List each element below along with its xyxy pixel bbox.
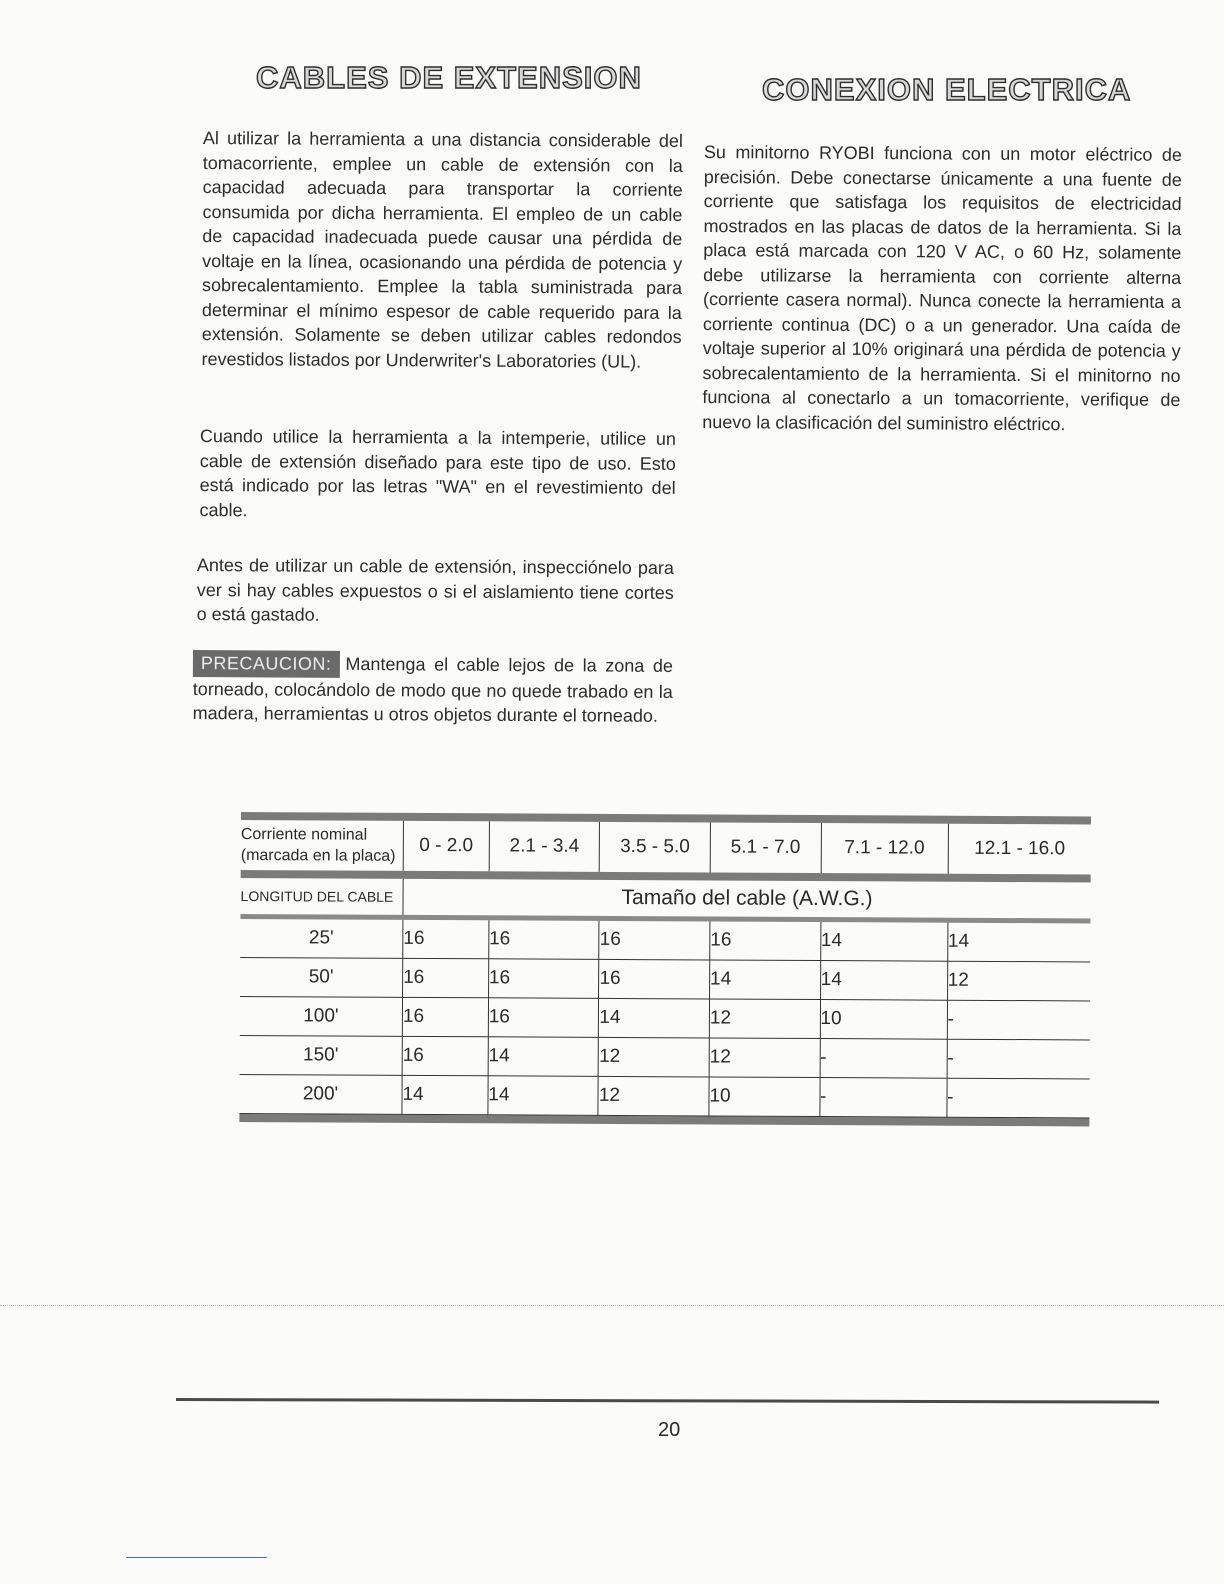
- awg-cell: 14: [820, 922, 947, 961]
- awg-cell: 16: [599, 959, 710, 999]
- table-row: [240, 919, 1090, 962]
- table-row: [240, 996, 1090, 1039]
- table-row: [240, 1035, 1090, 1078]
- awg-cell: 14: [820, 961, 947, 1001]
- awg-cell: 16: [488, 998, 599, 1038]
- table-subheader-row: [240, 878, 1090, 918]
- awg-cell: 14: [709, 960, 820, 1000]
- range-header: 2.1 - 3.4: [489, 821, 600, 872]
- awg-label: Tamaño del cable (A.W.G.): [621, 885, 873, 911]
- caution-text: Mantenga el cable lejos de la zona de torneado, colocándolo de modo que no quede trabado en la madera, herramientas u otros objetos durante el torneado.: [192, 653, 673, 726]
- scan-mark: [126, 1557, 267, 1558]
- awg-cell: 12: [709, 999, 820, 1039]
- current-label-line2: (marcada en la placa): [240, 846, 396, 865]
- range-header: 7.1 - 12.0: [821, 823, 948, 874]
- paragraph-extension-intro: Al utilizar la herramienta a una distancia considerable del tomacorriente, emplee un cable de extensión con la capacidad adecuada para transportar la corriente consumida por dicha herramienta. El empleo de un cable de capacidad inadecuada puede causar una pérdida de voltaje en la línea, ocasionando una pérdida de potencia y sobrecalentamiento. Emplee la tabla suministrada para determinar el mínimo espesor de cable requerido para la extensión. Solamente se deben utilizar cables redondos revestidos listados por Underwriter's Laboratories (UL).: [201, 127, 683, 372]
- awg-cell: 14: [488, 1037, 599, 1077]
- awg-cell: 16: [488, 959, 599, 999]
- cable-size-table: [239, 812, 1091, 1126]
- awg-cell: 10: [820, 1000, 947, 1040]
- table-row: [239, 1074, 1089, 1117]
- awg-cell: 14: [599, 998, 710, 1038]
- caution-badge: PRECAUCION:: [193, 650, 340, 677]
- paragraph-caution: [193, 650, 673, 728]
- awg-cell: 16: [402, 997, 488, 1036]
- awg-cell: -: [947, 1039, 1090, 1079]
- cable-length-cell: 150': [240, 1035, 403, 1075]
- cable-length-cell: 200': [239, 1074, 402, 1114]
- awg-cell: 12: [947, 961, 1090, 1001]
- cable-length-cell: 50': [240, 957, 403, 997]
- awg-cell: 12: [598, 1037, 709, 1077]
- range-header: 0 - 2.0: [403, 821, 489, 871]
- awg-cell: -: [947, 1000, 1090, 1040]
- scan-divider: [0, 1305, 1224, 1306]
- footer-rule: [176, 1398, 1159, 1404]
- current-rating-label: [241, 820, 404, 871]
- cable-length-label: LONGITUD DEL CABLE: [240, 878, 403, 915]
- awg-cell: 14: [947, 923, 1090, 962]
- awg-cell: 16: [710, 921, 821, 960]
- awg-cell: 16: [599, 921, 710, 960]
- page-number: 20: [658, 1419, 681, 1441]
- current-label-line1: Corriente nominal: [240, 825, 368, 844]
- awg-cell: -: [947, 1078, 1090, 1118]
- awg-cell: 16: [489, 920, 600, 959]
- paragraph-outdoor-use: Cuando utilice la herramienta a la intemperie, utilice un cable de extensión diseñado para este tipo de uso. Esto está indicado por las letras "WA" en el revestimiento del cable.: [199, 425, 676, 520]
- awg-cell: 10: [709, 1077, 820, 1117]
- cable-length-cell: 25': [240, 919, 403, 958]
- table-header-row: [241, 820, 1091, 874]
- cable-length-cell: 100': [240, 996, 403, 1036]
- awg-cell: 14: [488, 1076, 599, 1116]
- awg-cell: -: [820, 1039, 947, 1079]
- awg-cell: 16: [403, 958, 489, 997]
- awg-cell: 16: [402, 1036, 488, 1075]
- paragraph-electrical-connection: Su minitorno RYOBI funciona con un motor eléctrico de precisión. Debe conectarse únicamente a una fuente de corriente que satisfaga los requisitos de electricidad mostrados en las placas de datos de la herramienta. Si la placa está marcada con 120 V AC, o 60 Hz, solamente debe utilizarse la herramienta con corriente alterna (corriente casera normal). Nunca conecte la herramienta a corriente continua (DC) o a un generador. Una caída de voltaje superior al 10% originará una pérdida de potencia y sobrecalentamiento de la herramienta. Si el minitorno no funciona al conectarlo a un tomacorriente, verifique de nuevo la clasificación del suministro eléctrico.: [702, 141, 1182, 434]
- range-header: 5.1 - 7.0: [710, 822, 821, 873]
- range-header: 12.1 - 16.0: [974, 837, 1066, 860]
- awg-cell: 12: [709, 1038, 820, 1078]
- heading-cables-de-extension: CABLES DE EXTENSION: [256, 60, 642, 95]
- table-row: [240, 957, 1090, 1000]
- range-header: 3.5 - 5.0: [600, 822, 711, 873]
- awg-cell: 12: [598, 1076, 709, 1116]
- paragraph-inspection: Antes de utilizar un cable de extensión, inspecciónelo para ver si hay cables expuestos o si el aislamiento tiene cortes o está gastado.: [196, 554, 674, 625]
- heading-conexion-electrica: CONEXION ELECTRICA: [762, 72, 1132, 107]
- awg-cell: -: [819, 1078, 946, 1118]
- awg-cell: 14: [402, 1075, 488, 1114]
- awg-cell: 16: [403, 920, 489, 959]
